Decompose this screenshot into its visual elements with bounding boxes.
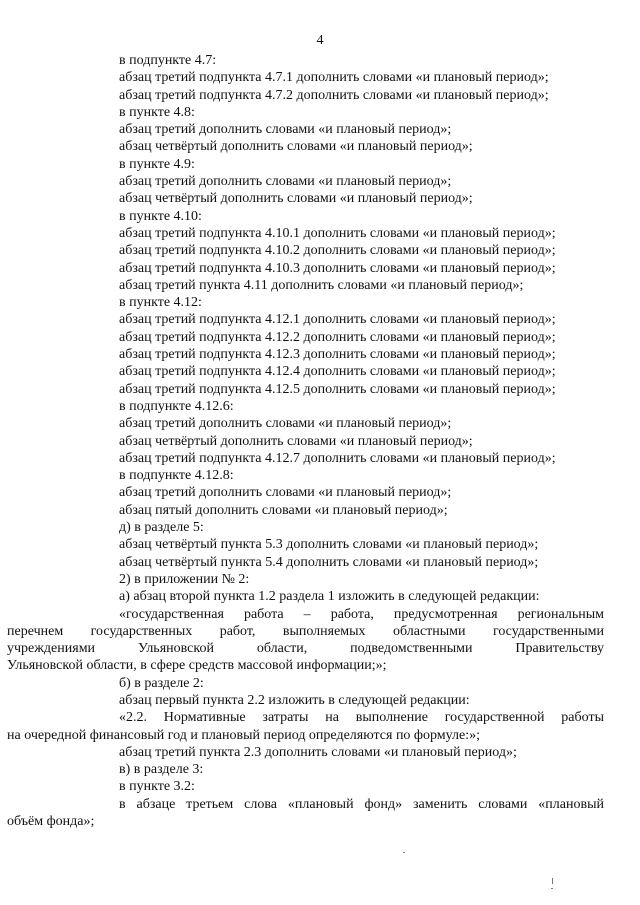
scan-speck	[551, 888, 553, 889]
page-number: 4	[316, 33, 324, 48]
text-line: абзац третий дополнить словами «и плановый период»;	[119, 174, 452, 190]
scan-speck	[552, 878, 553, 884]
text-line: в подпункте 4.12.8:	[119, 468, 234, 484]
text-line: в пункте 4.9:	[119, 156, 195, 172]
text-line: в пункте 4.8:	[119, 104, 195, 120]
text-line: в подпункте 4.12.6:	[119, 398, 234, 414]
text-line: абзац третий дополнить словами «и плановый период»;	[119, 416, 452, 432]
text-line: абзац третий дополнить словами «и плановый период»;	[119, 122, 452, 138]
text-line: абзац пятый дополнить словами «и плановый период»;	[119, 502, 448, 518]
text-line: абзац третий подпункта 4.10.3 дополнить словами «и плановый период»;	[119, 260, 556, 276]
text-line: абзац четвёртый дополнить словами «и плановый период»;	[119, 139, 473, 155]
text-line: абзац первый пункта 2.2 изложить в следующей редакции:	[119, 692, 470, 708]
text-line: абзац четвёртый пункта 5.4 дополнить словами «и плановый период»;	[119, 554, 539, 570]
text-line: на очередной финансовый год и плановый период определяются по формуле:»;	[7, 727, 481, 743]
text-line: абзац третий пункта 2.3 дополнить словами «и плановый период»;	[119, 744, 517, 760]
text-line: в абзаце третьем слова «плановый фонд» заменить словами «плановый	[119, 796, 604, 812]
text-line: абзац третий дополнить словами «и плановый период»;	[119, 485, 452, 501]
text-line: абзац третий подпункта 4.7.1 дополнить словами «и плановый период»;	[119, 70, 549, 86]
text-line: в) в разделе 3:	[119, 762, 204, 778]
text-line: «государственная работа – работа, предусмотренная региональным	[119, 606, 604, 622]
text-line: абзац четвёртый дополнить словами «и плановый период»;	[119, 433, 473, 449]
text-line: абзац третий подпункта 4.10.1 дополнить словами «и плановый период»;	[119, 225, 556, 241]
text-line: б) в разделе 2:	[119, 675, 204, 691]
text-line: перечнем государственных работ, выполняемых областными государственными	[7, 623, 604, 639]
document-body	[7, 52, 604, 830]
text-line: а) абзац второй пункта 1.2 раздела 1 изложить в следующей редакции:	[119, 589, 540, 605]
text-line: абзац третий подпункта 4.10.2 дополнить словами «и плановый период»;	[119, 243, 556, 259]
text-line: абзац третий подпункта 4.12.1 дополнить словами «и плановый период»;	[119, 312, 556, 328]
text-line: абзац четвёртый пункта 5.3 дополнить словами «и плановый период»;	[119, 537, 539, 553]
text-line: абзац третий подпункта 4.12.7 дополнить словами «и плановый период»;	[119, 450, 556, 466]
text-line: абзац четвёртый дополнить словами «и плановый период»;	[119, 191, 473, 207]
text-line: абзац третий подпункта 4.12.5 дополнить словами «и плановый период»;	[119, 381, 556, 397]
text-line: в пункте 4.10:	[119, 208, 202, 224]
text-line: 2) в приложении № 2:	[119, 571, 250, 587]
text-line: в подпункте 4.7:	[119, 53, 217, 68]
text-line: в пункте 3.2:	[119, 779, 195, 795]
text-line: абзац третий подпункта 4.12.2 дополнить словами «и плановый период»;	[119, 329, 556, 345]
text-line: в пункте 4.12:	[119, 295, 202, 311]
text-line: Ульяновской области, в сфере средств массовой информации;»;	[7, 658, 387, 674]
scan-speck	[403, 852, 405, 853]
text-line: д) в разделе 5:	[119, 520, 204, 536]
text-line: абзац третий подпункта 4.12.4 дополнить словами «и плановый период»;	[119, 364, 556, 380]
text-line: «2.2. Нормативные затраты на выполнение государственной работы	[119, 710, 604, 726]
text-line: объём фонда»;	[7, 814, 95, 830]
text-line: абзац третий подпункта 4.12.3 дополнить словами «и плановый период»;	[119, 347, 556, 363]
text-line: абзац третий подпункта 4.7.2 дополнить словами «и плановый период»;	[119, 87, 549, 103]
text-line: абзац третий пункта 4.11 дополнить словами «и плановый период»;	[119, 277, 524, 293]
text-line: учреждениями Ульяновской области, подведомственными Правительству	[7, 641, 604, 657]
